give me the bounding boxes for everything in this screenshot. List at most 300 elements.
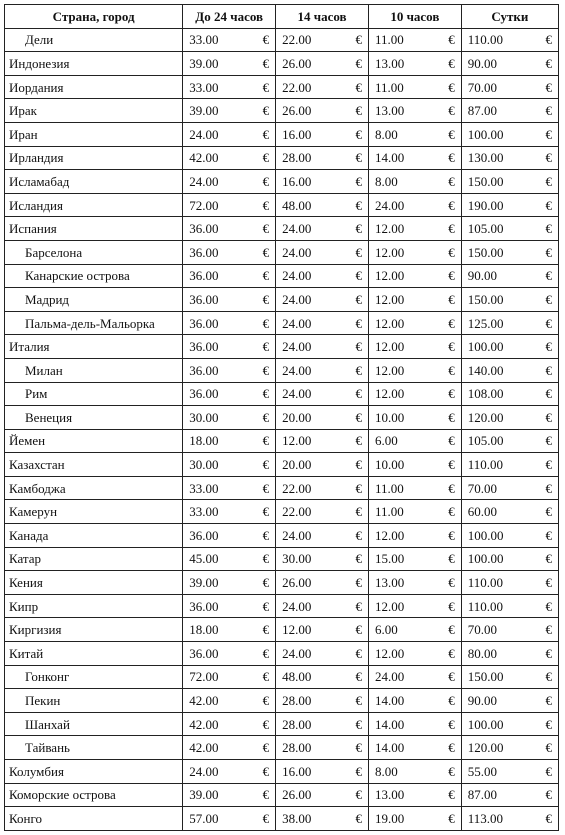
currency-sign: €: [342, 311, 369, 335]
currency-sign: €: [435, 642, 462, 666]
table-row: [5, 712, 559, 736]
currency-sign: €: [342, 170, 369, 194]
price-24h: 18.00: [183, 429, 249, 453]
currency-sign: €: [342, 618, 369, 642]
currency-sign: €: [249, 122, 276, 146]
price-10h: 12.00: [368, 642, 434, 666]
city-name: Шанхай: [5, 712, 183, 736]
currency-sign: €: [435, 240, 462, 264]
currency-sign: €: [249, 547, 276, 571]
currency-sign: €: [435, 28, 462, 52]
price-day: 90.00: [461, 52, 531, 76]
currency-sign: €: [435, 406, 462, 430]
price-14h: 26.00: [276, 783, 342, 807]
price-24h: 36.00: [183, 594, 249, 618]
price-14h: 48.00: [276, 193, 342, 217]
price-day: 80.00: [461, 642, 531, 666]
table-row: [5, 170, 559, 194]
currency-sign: €: [342, 594, 369, 618]
price-day: 190.00: [461, 193, 531, 217]
currency-sign: €: [435, 217, 462, 241]
price-day: 55.00: [461, 760, 531, 784]
price-day: 100.00: [461, 547, 531, 571]
currency-sign: €: [342, 736, 369, 760]
currency-sign: €: [249, 524, 276, 548]
currency-sign: €: [435, 99, 462, 123]
currency-sign: €: [532, 122, 559, 146]
currency-sign: €: [532, 358, 559, 382]
currency-sign: €: [532, 406, 559, 430]
currency-sign: €: [532, 689, 559, 713]
currency-sign: €: [435, 382, 462, 406]
currency-sign: €: [435, 122, 462, 146]
country-name: Иран: [5, 122, 183, 146]
price-14h: 24.00: [276, 335, 342, 359]
price-10h: 11.00: [368, 28, 434, 52]
price-24h: 72.00: [183, 665, 249, 689]
currency-sign: €: [342, 335, 369, 359]
price-10h: 13.00: [368, 571, 434, 595]
currency-sign: €: [435, 807, 462, 831]
currency-sign: €: [342, 288, 369, 312]
currency-sign: €: [532, 382, 559, 406]
table-row: [5, 288, 559, 312]
header-10h: 10 часов: [368, 5, 461, 29]
currency-sign: €: [435, 288, 462, 312]
price-24h: 36.00: [183, 524, 249, 548]
country-name: Иордания: [5, 75, 183, 99]
price-10h: 13.00: [368, 99, 434, 123]
currency-sign: €: [249, 642, 276, 666]
price-14h: 30.00: [276, 547, 342, 571]
price-14h: 16.00: [276, 122, 342, 146]
city-name: Рим: [5, 382, 183, 406]
price-day: 113.00: [461, 807, 531, 831]
price-14h: 24.00: [276, 240, 342, 264]
currency-sign: €: [435, 524, 462, 548]
price-14h: 24.00: [276, 288, 342, 312]
currency-sign: €: [532, 146, 559, 170]
currency-sign: €: [532, 500, 559, 524]
currency-sign: €: [249, 760, 276, 784]
price-10h: 24.00: [368, 193, 434, 217]
price-14h: 24.00: [276, 264, 342, 288]
currency-sign: €: [342, 453, 369, 477]
currency-sign: €: [532, 571, 559, 595]
price-10h: 12.00: [368, 264, 434, 288]
table-row: [5, 382, 559, 406]
currency-sign: €: [342, 382, 369, 406]
table-row: [5, 807, 559, 831]
price-24h: 39.00: [183, 783, 249, 807]
currency-sign: €: [342, 264, 369, 288]
city-name: Милан: [5, 358, 183, 382]
currency-sign: €: [435, 335, 462, 359]
price-24h: 42.00: [183, 146, 249, 170]
price-day: 110.00: [461, 594, 531, 618]
currency-sign: €: [435, 358, 462, 382]
currency-sign: €: [435, 264, 462, 288]
table-row: [5, 358, 559, 382]
price-10h: 6.00: [368, 429, 434, 453]
currency-sign: €: [532, 28, 559, 52]
price-10h: 11.00: [368, 500, 434, 524]
table-row: [5, 429, 559, 453]
table-row: [5, 760, 559, 784]
table-row: [5, 500, 559, 524]
price-day: 150.00: [461, 288, 531, 312]
currency-sign: €: [342, 783, 369, 807]
city-name: Тайвань: [5, 736, 183, 760]
currency-sign: €: [342, 665, 369, 689]
currency-sign: €: [532, 193, 559, 217]
currency-sign: €: [249, 335, 276, 359]
currency-sign: €: [342, 99, 369, 123]
price-day: 105.00: [461, 217, 531, 241]
price-10h: 14.00: [368, 689, 434, 713]
price-day: 87.00: [461, 99, 531, 123]
currency-sign: €: [532, 618, 559, 642]
price-10h: 6.00: [368, 618, 434, 642]
price-14h: 24.00: [276, 594, 342, 618]
currency-sign: €: [435, 453, 462, 477]
price-day: 110.00: [461, 453, 531, 477]
currency-sign: €: [249, 28, 276, 52]
table-row: [5, 783, 559, 807]
price-10h: 12.00: [368, 335, 434, 359]
city-name: Барселона: [5, 240, 183, 264]
country-name: Исландия: [5, 193, 183, 217]
price-24h: 36.00: [183, 311, 249, 335]
currency-sign: €: [342, 75, 369, 99]
header-day: Сутки: [461, 5, 558, 29]
currency-sign: €: [249, 146, 276, 170]
currency-sign: €: [435, 712, 462, 736]
price-day: 150.00: [461, 665, 531, 689]
currency-sign: €: [435, 311, 462, 335]
currency-sign: €: [532, 453, 559, 477]
price-14h: 24.00: [276, 382, 342, 406]
price-day: 90.00: [461, 689, 531, 713]
country-name: Китай: [5, 642, 183, 666]
country-name: Коморские острова: [5, 783, 183, 807]
price-24h: 42.00: [183, 689, 249, 713]
price-24h: 42.00: [183, 712, 249, 736]
price-14h: 12.00: [276, 618, 342, 642]
price-day: 90.00: [461, 264, 531, 288]
currency-sign: €: [342, 571, 369, 595]
country-name: Исламабад: [5, 170, 183, 194]
currency-sign: €: [532, 807, 559, 831]
price-24h: 24.00: [183, 760, 249, 784]
price-14h: 24.00: [276, 311, 342, 335]
price-14h: 20.00: [276, 406, 342, 430]
currency-sign: €: [249, 689, 276, 713]
price-day: 100.00: [461, 712, 531, 736]
currency-sign: €: [532, 594, 559, 618]
currency-sign: €: [435, 52, 462, 76]
price-24h: 39.00: [183, 571, 249, 595]
table-row: [5, 453, 559, 477]
price-10h: 8.00: [368, 122, 434, 146]
rates-table: [4, 4, 559, 831]
currency-sign: €: [435, 618, 462, 642]
city-name: Мадрид: [5, 288, 183, 312]
currency-sign: €: [435, 476, 462, 500]
currency-sign: €: [435, 193, 462, 217]
country-name: Канада: [5, 524, 183, 548]
currency-sign: €: [532, 264, 559, 288]
country-name: Колумбия: [5, 760, 183, 784]
table-row: [5, 122, 559, 146]
table-row: [5, 146, 559, 170]
currency-sign: €: [342, 52, 369, 76]
table-row: [5, 476, 559, 500]
currency-sign: €: [249, 453, 276, 477]
currency-sign: €: [532, 429, 559, 453]
price-24h: 36.00: [183, 642, 249, 666]
price-day: 150.00: [461, 240, 531, 264]
currency-sign: €: [249, 500, 276, 524]
currency-sign: €: [342, 500, 369, 524]
currency-sign: €: [249, 311, 276, 335]
price-day: 70.00: [461, 618, 531, 642]
price-10h: 12.00: [368, 358, 434, 382]
country-name: Камерун: [5, 500, 183, 524]
currency-sign: €: [249, 52, 276, 76]
price-day: 87.00: [461, 783, 531, 807]
price-10h: 14.00: [368, 146, 434, 170]
country-name: Йемен: [5, 429, 183, 453]
currency-sign: €: [249, 99, 276, 123]
price-24h: 24.00: [183, 122, 249, 146]
currency-sign: €: [249, 358, 276, 382]
price-14h: 26.00: [276, 571, 342, 595]
country-name: Индонезия: [5, 52, 183, 76]
price-14h: 16.00: [276, 760, 342, 784]
currency-sign: €: [435, 170, 462, 194]
table-row: [5, 75, 559, 99]
currency-sign: €: [342, 406, 369, 430]
country-name: Конго: [5, 807, 183, 831]
price-24h: 72.00: [183, 193, 249, 217]
price-10h: 11.00: [368, 476, 434, 500]
currency-sign: €: [435, 429, 462, 453]
price-day: 100.00: [461, 335, 531, 359]
currency-sign: €: [532, 311, 559, 335]
price-24h: 33.00: [183, 476, 249, 500]
price-14h: 28.00: [276, 736, 342, 760]
price-day: 130.00: [461, 146, 531, 170]
currency-sign: €: [249, 217, 276, 241]
price-24h: 36.00: [183, 335, 249, 359]
currency-sign: €: [435, 75, 462, 99]
country-name: Казахстан: [5, 453, 183, 477]
price-day: 150.00: [461, 170, 531, 194]
city-name: Пекин: [5, 689, 183, 713]
price-14h: 24.00: [276, 358, 342, 382]
price-10h: 12.00: [368, 594, 434, 618]
price-24h: 42.00: [183, 736, 249, 760]
price-10h: 13.00: [368, 52, 434, 76]
price-14h: 22.00: [276, 500, 342, 524]
currency-sign: €: [249, 193, 276, 217]
currency-sign: €: [342, 712, 369, 736]
price-day: 100.00: [461, 122, 531, 146]
price-day: 70.00: [461, 476, 531, 500]
price-14h: 22.00: [276, 75, 342, 99]
currency-sign: €: [249, 783, 276, 807]
currency-sign: €: [532, 99, 559, 123]
currency-sign: €: [435, 760, 462, 784]
price-24h: 36.00: [183, 288, 249, 312]
city-name: Пальма-дель-Мальорка: [5, 311, 183, 335]
price-24h: 57.00: [183, 807, 249, 831]
price-14h: 16.00: [276, 170, 342, 194]
table-row: [5, 217, 559, 241]
table-row: [5, 193, 559, 217]
currency-sign: €: [532, 760, 559, 784]
currency-sign: €: [532, 547, 559, 571]
currency-sign: €: [435, 665, 462, 689]
price-24h: 30.00: [183, 406, 249, 430]
table-row: [5, 547, 559, 571]
table-row: [5, 28, 559, 52]
price-24h: 24.00: [183, 170, 249, 194]
price-10h: 12.00: [368, 288, 434, 312]
currency-sign: €: [532, 217, 559, 241]
currency-sign: €: [435, 736, 462, 760]
price-24h: 36.00: [183, 264, 249, 288]
currency-sign: €: [342, 524, 369, 548]
price-day: 140.00: [461, 358, 531, 382]
price-day: 120.00: [461, 406, 531, 430]
currency-sign: €: [435, 500, 462, 524]
currency-sign: €: [249, 240, 276, 264]
currency-sign: €: [249, 406, 276, 430]
price-day: 110.00: [461, 28, 531, 52]
header-row: [5, 5, 559, 29]
currency-sign: €: [249, 736, 276, 760]
currency-sign: €: [532, 783, 559, 807]
price-10h: 24.00: [368, 665, 434, 689]
currency-sign: €: [532, 240, 559, 264]
table-row: [5, 665, 559, 689]
price-24h: 36.00: [183, 358, 249, 382]
table-row: [5, 99, 559, 123]
price-10h: 12.00: [368, 311, 434, 335]
currency-sign: €: [249, 170, 276, 194]
country-name: Ирландия: [5, 146, 183, 170]
country-name: Италия: [5, 335, 183, 359]
currency-sign: €: [342, 476, 369, 500]
table-row: [5, 689, 559, 713]
city-name: Гонконг: [5, 665, 183, 689]
price-14h: 24.00: [276, 642, 342, 666]
city-name: Канарские острова: [5, 264, 183, 288]
price-10h: 19.00: [368, 807, 434, 831]
currency-sign: €: [249, 571, 276, 595]
currency-sign: €: [532, 75, 559, 99]
currency-sign: €: [532, 335, 559, 359]
price-14h: 22.00: [276, 476, 342, 500]
currency-sign: €: [532, 52, 559, 76]
currency-sign: €: [532, 170, 559, 194]
currency-sign: €: [249, 618, 276, 642]
table-row: [5, 594, 559, 618]
price-14h: 24.00: [276, 524, 342, 548]
price-day: 125.00: [461, 311, 531, 335]
price-10h: 12.00: [368, 524, 434, 548]
price-day: 100.00: [461, 524, 531, 548]
currency-sign: €: [342, 240, 369, 264]
price-day: 70.00: [461, 75, 531, 99]
table-row: [5, 571, 559, 595]
price-10h: 11.00: [368, 75, 434, 99]
currency-sign: €: [342, 547, 369, 571]
currency-sign: €: [532, 665, 559, 689]
table-row: [5, 240, 559, 264]
price-10h: 10.00: [368, 406, 434, 430]
currency-sign: €: [435, 547, 462, 571]
price-14h: 28.00: [276, 689, 342, 713]
price-10h: 12.00: [368, 217, 434, 241]
currency-sign: €: [249, 807, 276, 831]
price-24h: 36.00: [183, 217, 249, 241]
price-14h: 28.00: [276, 146, 342, 170]
price-14h: 28.00: [276, 712, 342, 736]
currency-sign: €: [532, 736, 559, 760]
country-name: Испания: [5, 217, 183, 241]
price-day: 120.00: [461, 736, 531, 760]
price-24h: 45.00: [183, 547, 249, 571]
table-row: [5, 736, 559, 760]
currency-sign: €: [342, 193, 369, 217]
country-name: Камбоджа: [5, 476, 183, 500]
price-24h: 39.00: [183, 52, 249, 76]
country-name: Киргизия: [5, 618, 183, 642]
currency-sign: €: [342, 807, 369, 831]
currency-sign: €: [435, 783, 462, 807]
currency-sign: €: [249, 665, 276, 689]
currency-sign: €: [342, 28, 369, 52]
country-name: Ирак: [5, 99, 183, 123]
table-row: [5, 618, 559, 642]
city-name: Венеция: [5, 406, 183, 430]
country-name: Кипр: [5, 594, 183, 618]
price-24h: 33.00: [183, 500, 249, 524]
price-10h: 12.00: [368, 240, 434, 264]
price-24h: 39.00: [183, 99, 249, 123]
price-14h: 48.00: [276, 665, 342, 689]
price-10h: 13.00: [368, 783, 434, 807]
table-row: [5, 311, 559, 335]
table-row: [5, 264, 559, 288]
currency-sign: €: [532, 642, 559, 666]
price-10h: 14.00: [368, 712, 434, 736]
currency-sign: €: [532, 476, 559, 500]
price-24h: 33.00: [183, 75, 249, 99]
price-14h: 20.00: [276, 453, 342, 477]
currency-sign: €: [342, 146, 369, 170]
currency-sign: €: [249, 476, 276, 500]
price-10h: 10.00: [368, 453, 434, 477]
price-14h: 24.00: [276, 217, 342, 241]
currency-sign: €: [249, 75, 276, 99]
price-24h: 18.00: [183, 618, 249, 642]
header-24h: До 24 часов: [183, 5, 276, 29]
currency-sign: €: [342, 429, 369, 453]
